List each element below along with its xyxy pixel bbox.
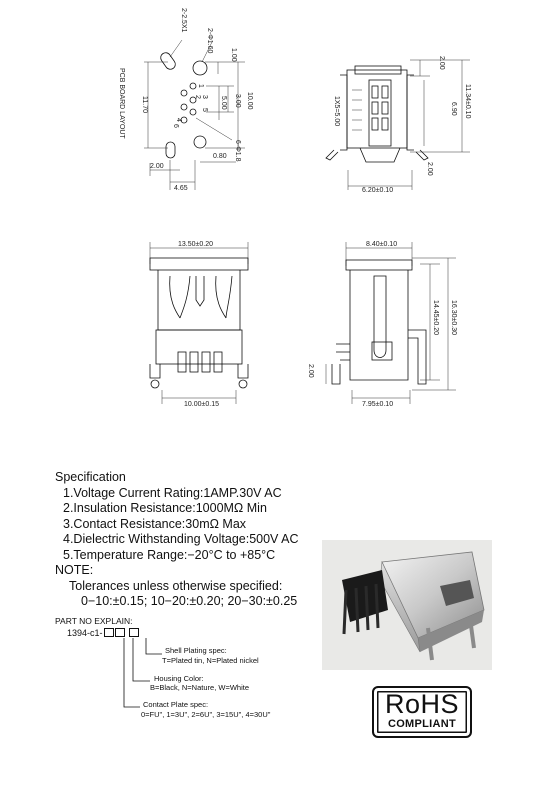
note-line: Tolerances unless otherwise specified: bbox=[69, 578, 283, 593]
spec-item: 5.Temperature Range:−20°C to +85°C bbox=[63, 547, 276, 562]
mount-pad-top bbox=[159, 51, 178, 71]
spec-title: Specification bbox=[55, 470, 126, 484]
housing-color-desc: B=Black, N=Nature, W=White bbox=[150, 683, 249, 692]
housing-color-title: Housing Color: bbox=[154, 674, 204, 683]
pin-numbers bbox=[172, 84, 208, 128]
code-box bbox=[129, 628, 139, 637]
board-lock-hole-bottom bbox=[194, 136, 206, 148]
pin-holes bbox=[181, 83, 196, 123]
board-lock-hole-top bbox=[193, 61, 207, 75]
dim-pitch: 1X5=5.00 bbox=[333, 96, 340, 127]
side-view bbox=[307, 241, 457, 408]
spec-item: 1.Voltage Current Rating:1AMP.30V AC bbox=[63, 485, 282, 500]
code-boxes bbox=[104, 628, 114, 637]
pin-number: 6 bbox=[172, 124, 179, 128]
part-title: PART NO EXPLAIN: bbox=[55, 616, 133, 626]
pad-callout: 2-2.5X1 bbox=[180, 8, 187, 33]
part-code bbox=[67, 628, 139, 638]
note-title: NOTE: bbox=[55, 563, 94, 577]
dim-11-70: 11.70 bbox=[141, 96, 148, 113]
top-view bbox=[326, 56, 471, 194]
spec-item: 2.Insulation Resistance:1000MΩ Min bbox=[63, 501, 267, 515]
dim-0-80: 0.80 bbox=[213, 153, 227, 160]
side-dim-width: 8.40±0.10 bbox=[366, 241, 398, 248]
rohs-compliant-logo bbox=[372, 686, 472, 738]
dim-2-00-bottom: 2.00 bbox=[426, 162, 433, 176]
dim-6-20: 6.20±0.10 bbox=[362, 187, 394, 194]
contact-plate-title: Contact Plate spec: bbox=[143, 700, 209, 709]
side-dim-bottom: 7.95±0.10 bbox=[362, 401, 394, 408]
pcb-layout-label: PCB BOARD LAYOUT bbox=[118, 68, 125, 139]
dim-5-00: 5.00 bbox=[220, 96, 227, 110]
dim-6-90: 6.90 bbox=[450, 102, 457, 116]
side-dim-2-00: 2.00 bbox=[307, 364, 314, 378]
pin-number: 2 bbox=[194, 95, 201, 99]
hole-callout-bottom: 6-Φ1.8 bbox=[234, 140, 241, 162]
dim-3-00: 3.00 bbox=[234, 94, 241, 108]
mount-pad-bottom bbox=[166, 142, 175, 158]
dim-16-30: 16.30±0.30 bbox=[450, 300, 457, 335]
dim-2-00-top: 2.00 bbox=[438, 56, 445, 70]
rohs-sub: COMPLIANT bbox=[387, 718, 457, 730]
pin-number: 4 bbox=[175, 118, 182, 122]
part-number-block bbox=[55, 616, 133, 638]
dim-2-00: 2.00 bbox=[150, 163, 164, 170]
dim-10-00: 10.00 bbox=[246, 92, 253, 110]
front-view bbox=[150, 241, 248, 408]
product-photo bbox=[322, 540, 492, 670]
spec-item: 4.Dielectric Withstanding Voltage:500V AC bbox=[63, 532, 299, 546]
specification-block bbox=[55, 470, 299, 610]
shell-plating-desc: T=Plated tin, N=Plated nickel bbox=[162, 656, 259, 665]
pin-number: 3 bbox=[201, 95, 208, 99]
hole-callout-top: 2-Φ1.60 bbox=[206, 28, 213, 54]
pin-number: 5 bbox=[201, 108, 208, 112]
contact-plate-desc: 0=FU", 1=3U", 2=6U", 3=15U", 4=30U" bbox=[141, 710, 271, 719]
shell-plating-title: Shell Plating spec: bbox=[165, 646, 227, 655]
dim-11-34: 11.34±0.10 bbox=[464, 84, 471, 119]
part-code-prefix: 1394-c1- bbox=[67, 628, 103, 638]
code-box bbox=[115, 628, 125, 637]
dim-1-00: 1.00 bbox=[230, 48, 237, 62]
pin-number: 1 bbox=[197, 84, 204, 88]
spec-item: 3.Contact Resistance:30mΩ Max bbox=[63, 516, 247, 531]
pcb-layout bbox=[118, 8, 253, 192]
dim-4-65: 4.65 bbox=[174, 185, 188, 192]
note-line: 0−10:±0.15; 10−20:±0.20; 20−30:±0.25 bbox=[81, 594, 298, 608]
rohs-word: RoHS bbox=[384, 689, 460, 719]
front-dim-bottom: 10.00±0.15 bbox=[184, 401, 219, 408]
dim-14-45: 14.45±0.20 bbox=[432, 300, 439, 335]
front-dim-width: 13.50±0.20 bbox=[178, 241, 213, 248]
